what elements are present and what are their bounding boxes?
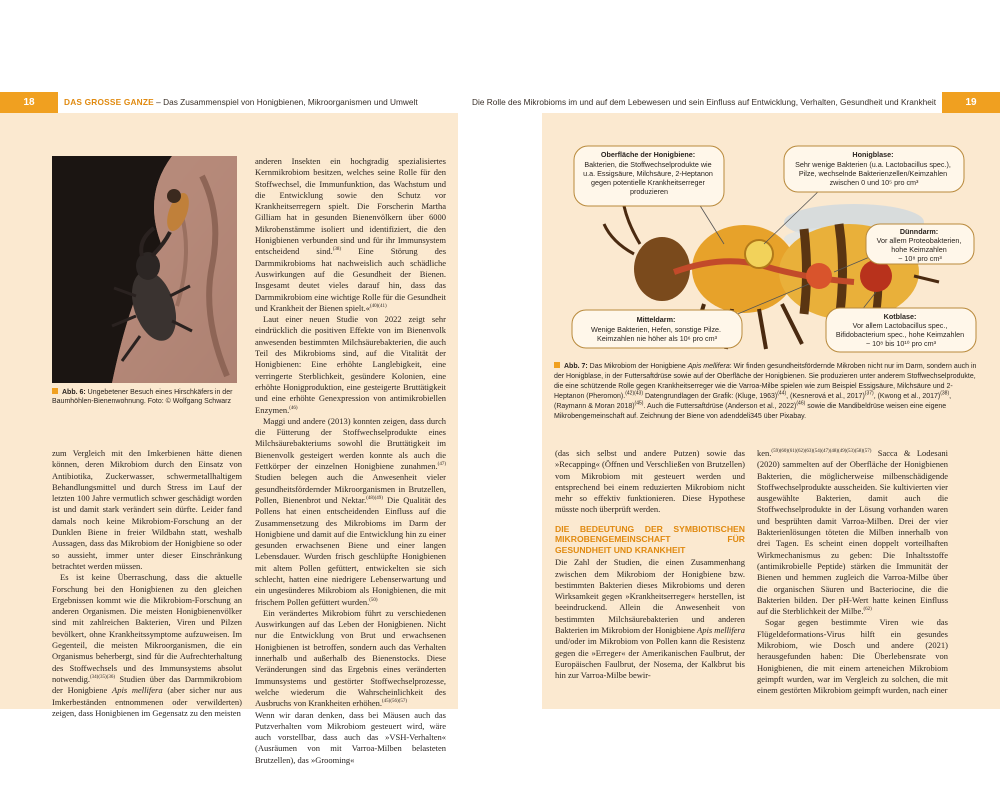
- svg-text:Honigblase: Sehr wenig: Honigblase: Sehr wenige Bakterien (u.a. Lactobacillus spec.), Pilze, wechselnde Bakterienzellen/Keimzahlen zwischen 0 und 10⁵ pro cm³: [795, 150, 951, 187]
- right-column-1-text: (das sich selbst und andere Putzen) sowie das »Recapping« (Öffnen und Verschließen von Brutzellen) vom Mikrobiom mit gesteuert werden und entsprechend bei einem reduzierten Mikrobiom nicht mehr so effektiv funktionieren. Diese Hypothese müsste noch überprüft werden. DIE BEDEUTUNG DER SYMBIOTISCHEN MIKROBENGEMEINSCHAFT FÜR GESUNDHEIT UND KRANKHEIT Die Zahl der Studien, die einen Zusammenhang zwischen dem Mikrobiom der Honigbiene bzw. bestimmten Bakterien dieses Mikrobioms und deren Wirksamkeit gegen »Krankheitserreger« herstellen, ist beeindruckend. Allein die Anwesenheit von bestimmten Milchsäurebakterien und anderen Bakterien im Mikrobiom der Honigbiene Apis mellifera und/oder im Mikrobiom von Pollen kann die Resistenz gegen die »Erreger« der Amerikanischen Faulbrut, der Europäischen Faulbrut, der Nosema, der Kalkbrut bis hin zur Varroa-Milbe bewir-: [555, 448, 745, 681]
- book-spine: [458, 92, 542, 709]
- chapter-running-title: Die Rolle des Mikrobioms im und auf dem Lebewesen und sein Einfluss auf Entwicklung, Verhalten, Gesundheit und Krankheit: [472, 97, 936, 107]
- caption-marker: [52, 388, 58, 394]
- stag-beetle-photo: [52, 156, 237, 383]
- right-page: [472, 92, 1000, 709]
- caption-marker: [554, 362, 560, 368]
- left-column-1-text: zum Vergleich mit den Imkerbienen hätte dienen können, deren Mikrobiom durch den Einsatz von Antibiotika, Zuckerwasser, schwermetallhaltigem Behandlungsmittel und durch Stress im Lauf der letzten 100 Jahre vermutlich schwer geschädigt worden ist und damit stark verändert sein dürfte. Leider fand damals noch keine Mikrobiom-Forschung an der Dunklen Biene in freier Wildbahn statt, weshalb Aussagen, dass das Mikrobiom der Honigbiene so oder so aussieht, immer unter dieser Einschränkung betrachtet werden müssen. Es ist keine Überraschung, dass die aktuelle Forschung bei den Honigbienen zu den gleichen Ergebnissen kommt wie die Mikrobiom-Forschung an anderen Organismen. Die meisten Honigbienenvölker sind mit zahlreichen Bakterien, Viren und Pilzen bevölkert, ohne Krankheitssymptome aufzuweisen. Im Gegenteil, die meisten Mikroorganismen, die ein Organismus beherbergt, sind für die Aufrechterhaltung des Stoffwechsels und des Immunsystems absolut notwendig.$^{(34)(35)(36)}$ Studien über das Darmmikrobiom der Honigbiene Apis mellifera (aber sicher nur aus Imkerbeständen entnommenen oder verwilderten) zeigen, dass Honigbienen im Gegensatz zu den meisten: [52, 448, 242, 718]
- page-number: 19: [942, 92, 1000, 113]
- svg-text:Kotblase: Vor allem La: Kotblase: Vor allem Lactobacillus spec., Bifidobacterium spec., hohe Keimzahlen ~ 10⁸ bis 10¹⁰ pro cm³: [835, 312, 965, 348]
- figure-caption-6: Abb. 6: Ungebetener Besuch eines Hirschkäfers in der Baumhöhlen-Bienenwohnung. Foto: © Wolfgang Schwarz: [52, 389, 233, 406]
- svg-text:Dünndarm: Vor allem Pr: Dünndarm: Vor allem Proteobakterien, hohe Keimzahlen ~ 10⁸ pro cm³: [876, 227, 962, 263]
- label-rectum-title: Kotblase:: [883, 312, 917, 321]
- left-page: [0, 92, 458, 765]
- left-running-header: [0, 92, 458, 113]
- rectum: [860, 260, 892, 292]
- honey-stomach: [745, 240, 773, 268]
- label-ileum-title: Dünndarm:: [899, 227, 939, 236]
- bee-microbiome-diagram: [554, 144, 979, 359]
- page-number: 18: [0, 92, 58, 113]
- chapter-title: DAS GROSSE GANZE: [64, 97, 154, 107]
- section-heading: DIE BEDEUTUNG DER SYMBIOTISCHEN MIKROBENGEMEINSCHAFT FÜR GESUNDHEIT UND KRANKHEIT: [555, 523, 745, 555]
- right-running-header: [472, 92, 1000, 113]
- svg-text:Mitteldarm: Wenige Bak: Mitteldarm: Wenige Bakterien, Hefen, sonstige Pilze. Keimzahlen nie höher als 10⁶ pro cm³: [590, 315, 722, 343]
- bee-stripe: [839, 224, 843, 320]
- bee-antenna: [604, 206, 640, 254]
- label-crop-title: Honigblase:: [852, 150, 894, 159]
- bee-stripe: [804, 229, 807, 314]
- chapter-subtitle: – Das Zusammenspiel von Honigbienen, Mikroorganismen und Umwelt: [153, 97, 418, 107]
- midgut: [806, 263, 832, 289]
- figure-caption-7: Abb. 7: Das Mikrobiom der Honigbiene Apis mellifera: Wir finden gesundheitsfördernde Mikroben nicht nur im Darm, sondern auch in der Honigblase, in der Futtersaftdrüse sowie auf der Oberfläche der Honigbienen. Sie produzieren unter anderem Stoffwechselprodukte, die eine schützende Rolle gegen Krankheitserreger wie die Varroa-Milbe spielen wie zum Beispiel Essigsäure, Milchsäure und 2-Heptanon (Pheromon).$^{(42)(43)}$ Datengrundlagen der Grafik: (Kluge, 1963)$^{(44)}$, (Kesnerová et al., 2017)$^{(37)}$, (Kwong et al., 2017)$^{(38)}$, (Raymann & Moran 2018)$^{(45)}$. Auch die Futtersaftdrüse (Anderson et al., 2022)$^{(46)}$ sowie die Mandibeldrüse weisen eine eigene Mikrobengemeinschaft auf. Zeichnung der Biene von adenddeli345 über Pixabay.: [554, 363, 977, 420]
- right-column-2-text: ken.$^{(59)(60)(61)(62)(63)(54)(47)(48)(49)(53)(58)(57)}$ Sacca & Lodesani (2020) sammelten auf der Oberfläche der Honigbienen Bakterien, die möglicherweise milbenschädigende Stoffwechselprodukte ausscheiden. Sie kultivierten vier ausgewählte Bakterien, damit auch die Stoffwechselprodukte in der Lösung vorhanden waren und besprühten damit Varroa-Milben. Drei der vier Bakterienlösungen töteten die Milben innerhalb von drei Tagen. Es scheint einen doppelt vorteilhaften Wirkmechanismus zu geben: Die Inhaltsstoffe (antimikrobielle Peptide) stärken die Immunität der Bienen und hemmen zugleich die Varroa-Milbe über die organischen Säuren und Bacteriocine, die die Bakterien bilden. Der pH-Wert hatte keinen Einfluss auf die Sterblichkeit der Milbe.$^{(62)}$ Sogar gegen bestimmte Viren wie das Flügeldeformations-Virus hilft ein gesundes Mikrobiom, wie Dosch und andere (2021) herausgefunden haben: Die Überlebensrate von Honigbienen, die mit einem arteneichen Mikrobiom geimpft wurden, war im Vergleich zu solchen, die mit einem gestörten Mikrobiom geimpft wurden, nach einer: [757, 448, 948, 696]
- left-column-2-text: anderen Insekten ein hochgradig spezialisiertes Kernmikrobiom besitzen, welches seine Rolle für den Stoffwechsel, die Immunfunktion, das Wachstum und die Entwicklung sowie den Schutz vor Krankheitserregern spielt. Die Forscherin Martha Gilliam hat in gesunden Bienenvölkern über 6000 Mikrobenstämme isoliert und identifiziert, die den Honigbienen verbunden sind und für ihr Immunsystem entscheidend sind.$^{(38)}$ Eine Störung des Darmmikrobioms hat nachweislich auch schädliche Auswirkungen auf die Gesundheit der Bienen. Insgesamt deutet vieles darauf hin, dass das Darmmikrobiom eine wichtige Rolle für die Gesundheit und Krankheit der Bienen spielt.«$^{(40)(41)}$ Laut einer neuen Studie von 2022 zeigt sehr eindrücklich die positiven Effekte von im Bienenvolk anwesenden bestimmten Milchsäurebakterien, die auch Teil des Mikrobioms sind, auf die Vitalität der Honigbienen: Eine erhöhte Langlebigkeit, eine verringerte Sterblichkeit, gesündere Kolonien, eine erhöhte Honigproduktion, eine gesteigerte Bruttätigkeit und eine erhöhte Genexpression von antimikrobiellen Enzymen.$^{(46)}$ Maggi und andere (2013) konnten zeigen, dass durch die Fütterung der Stoffwechselprodukte eines Milchsäurebakteriums sowohl die Bruttätigkeit im Bienenvolk gesteigert werden konnte als auch die Fettkörper der einzelnen Honigbiene zunahmen.$^{(47)}$ Studien belegen auch die Anwesenheit vieler gesundheitsfördernder Mikroorganismen in Brutzellen, Pollen, Bienenbrot und Nektar.$^{(48)(49)}$ Die Qualität des Pollens hat einen entscheidenden Einfluss auf die Zusammensetzung des Mikrobioms im Darm der Honigbiene und damit auf die Entwicklung hin zu einer gesunden erwachsenen Biene und einer langen Lebensdauer. Wurden frisch geschlüpfte Honigbienen mit altem Pollen gefüttert, entwickelten sie sich schlecht, hatten eine niedrigere Lebenserwartung und ein ungesünderes Mikrobiom als Honigbienen, die mit frischem Pollen gefüttert wurden.$^{(50)}$ Ein verändertes Mikrobiom führt zu verschiedenen Auswirkungen auf das Leben der Honigbienen. Nicht nur die Entwicklung von Brut und erwachsenen Honigbienen ist betroffen, sondern auch das Verhalten innerhalb und außerhalb des Bienenstocks. Diese Veränderungen sind das Ergebnis eines veränderten Immunsystems und gestörter Stoffwechselprozesse, welche wiederum die Wahrscheinlichkeit des Ausbruchs von Krankheiten erhöhen.$^{(45)(56)(57)}$ Wenn wir daran denken, dass bei Mäusen auch das Putzverhalten vom Mikrobiom gesteuert wird, wäre auch vorstellbar, dass auch das »VSH-Verhalten« (Ausräumen von mit Varroa-Milben belasteten Brutzellen), das »Grooming«: [255, 156, 447, 765]
- label-surface-title: Oberfläche der Honigbiene:: [600, 150, 696, 159]
- svg-text:Oberfläche der Honigbiene:: Oberfläche der Honigbiene: Bakterien, die Stoffwechselprodukte wie u.a. Essigsäure, Milchsäure, 2-Heptanon gegen potentielle Krankheitserreger produzieren: [583, 150, 713, 196]
- label-midgut-title: Mitteldarm:: [636, 315, 676, 324]
